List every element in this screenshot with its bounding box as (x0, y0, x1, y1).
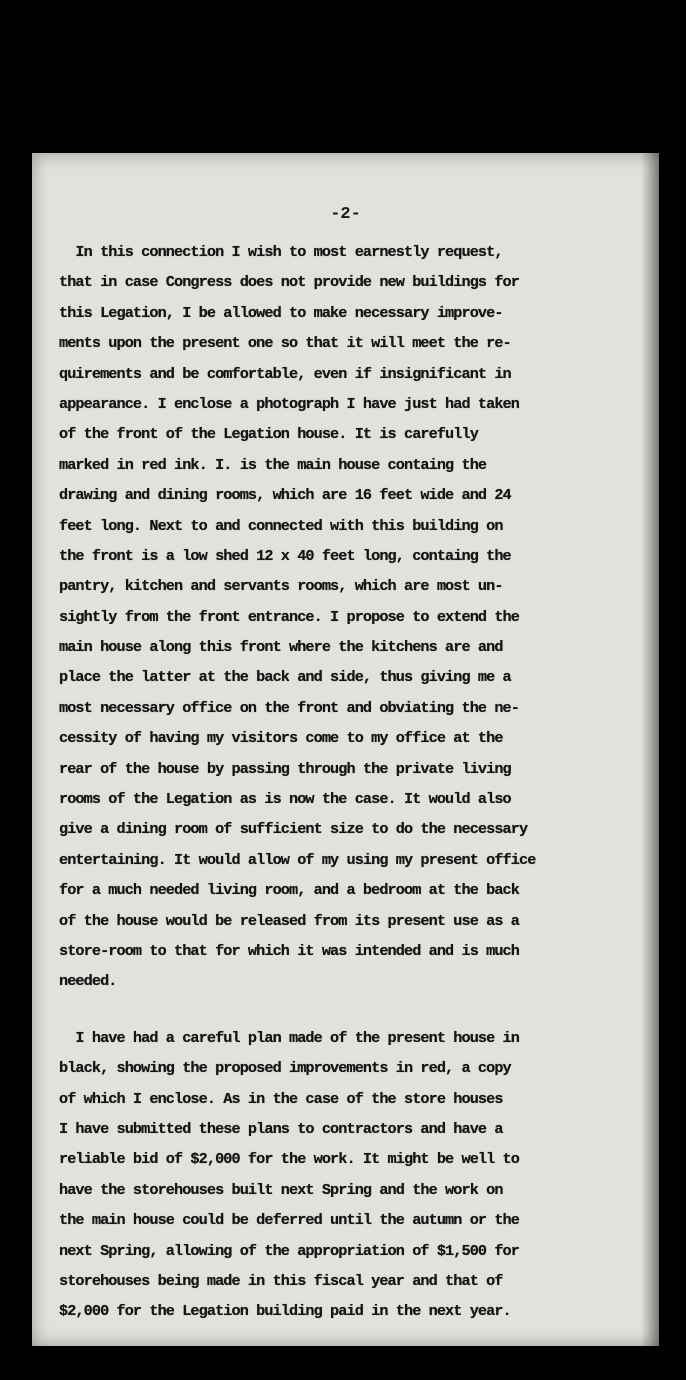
text-line: ments upon the present one so that it will meet the re- (59, 334, 511, 353)
paragraph-1 (59, 237, 639, 997)
text-line: feet long. Next to and connected with this building on (59, 516, 503, 535)
text-line: of the house would be released from its present use as a (59, 911, 519, 930)
text-line: the front is a low shed 12 x 40 feet long, containg the (59, 546, 511, 565)
text-line: cessity of having my visitors come to my office at the (59, 729, 503, 748)
text-line: next Spring, allowing of the appropriation of $1,500 for (59, 1241, 519, 1260)
text-line: $2,000 for the Legation building paid in the next year. (59, 1302, 511, 1321)
text-line: for a much needed living room, and a bedroom at the back (59, 881, 519, 900)
text-line: most necessary office on the front and obviating the ne- (59, 698, 519, 717)
text-line: storehouses being made in this fiscal year and that of (59, 1271, 503, 1290)
text-line: pantry, kitchen and servants rooms, which are most un- (59, 577, 503, 596)
text-line: main house along this front where the kitchens are and (59, 638, 503, 657)
text-line: store-room to that for which it was intended and is much (59, 941, 519, 960)
text-line: appearance. I enclose a photograph I have just had taken (59, 394, 519, 413)
text-line: sightly from the front entrance. I propose to extend the (59, 607, 519, 626)
text-line: quirements and be comfortable, even if insignificant in (59, 364, 511, 383)
text-line: that in case Congress does not provide new buildings for (59, 273, 519, 292)
text-line: rooms of the Legation as is now the case. It would also (59, 790, 511, 809)
text-line: black, showing the proposed improvements in red, a copy (59, 1059, 511, 1078)
text-line: give a dining room of sufficient size to do the necessary (59, 820, 528, 839)
text-line: the main house could be deferred until the autumn or the (59, 1211, 519, 1230)
text-line: of which I enclose. As in the case of the store houses (59, 1089, 503, 1108)
text-line: drawing and dining rooms, which are 16 feet wide and 24 (59, 486, 511, 505)
text-line: of the front of the Legation house. It is carefully (59, 425, 478, 444)
text-line: entertaining. It would allow of my using my present office (59, 850, 536, 869)
text-line: marked in red ink. I. is the main house containg the (59, 455, 487, 474)
page-number: -2- (330, 205, 361, 224)
text-line: needed. (59, 972, 117, 991)
document-page (32, 153, 659, 1346)
text-line: place the latter at the back and side, thus giving me a (59, 668, 511, 687)
paragraph-spacer (59, 997, 639, 1023)
text-line: reliable bid of $2,000 for the work. It might be well to (59, 1150, 519, 1169)
text-line: In this connection I wish to most earnestly request, (59, 243, 503, 261)
text-line: have the storehouses built next Spring and the work on (59, 1180, 503, 1199)
paragraph-2 (59, 1023, 639, 1327)
letter-body (59, 237, 639, 1327)
text-line: rear of the house by passing through the private living (59, 759, 511, 778)
text-line: this Legation, I be allowed to make necessary improve- (59, 303, 503, 322)
text-line: I have submitted these plans to contractors and have a (59, 1119, 503, 1138)
text-line: I have had a careful plan made of the present house in (59, 1028, 519, 1047)
